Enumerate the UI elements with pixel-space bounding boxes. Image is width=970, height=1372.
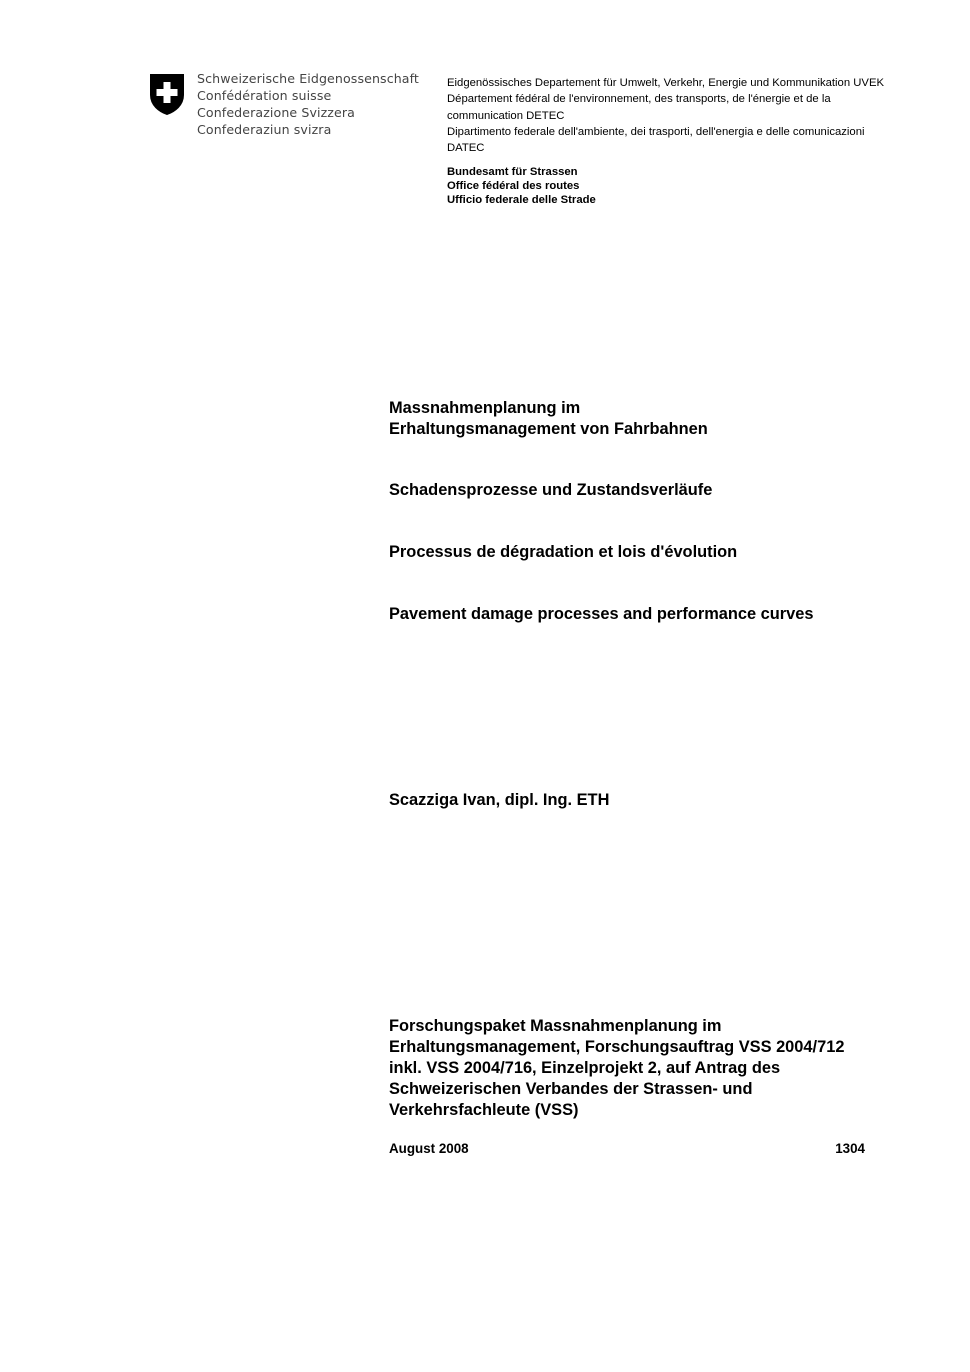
department-line: communication DETEC — [447, 109, 565, 122]
department-block — [447, 75, 947, 156]
logo-line-it: Confederazione Svizzera — [197, 105, 355, 120]
footer — [389, 1140, 865, 1158]
office-block — [447, 165, 596, 208]
subtitle-french — [389, 542, 929, 563]
logo-line-fr: Confédération suisse — [197, 88, 332, 103]
report-title — [389, 398, 929, 440]
logo-line-rm: Confederaziun svizra — [197, 122, 332, 137]
research-line: Forschungspaket Massnahmenplanung im — [389, 1017, 722, 1035]
office-line-fr: Office fédéral des routes — [447, 180, 580, 193]
research-line: Schweizerischen Verbandes der Strassen- und — [389, 1080, 753, 1098]
subtitle-english-text: Pavement damage processes and performance curves — [389, 605, 814, 623]
report-number: 1304 — [835, 1141, 865, 1156]
author-text: Scazziga Ivan, dipl. Ing. ETH — [389, 791, 610, 809]
federal-logo — [149, 70, 419, 142]
logo-line-de: Schweizerische Eidgenossenschaft — [197, 71, 419, 86]
report-title-line: Erhaltungsmanagement von Fahrbahnen — [389, 420, 708, 438]
department-line: Dipartimento federale dell'ambiente, dei trasporti, dell'energia e delle comunicazioni — [447, 125, 865, 138]
author — [389, 790, 929, 811]
department-line: DATEC — [447, 142, 485, 155]
publication-date: August 2008 — [389, 1141, 469, 1156]
office-line-de: Bundesamt für Strassen — [447, 166, 578, 178]
subtitle-french-text: Processus de dégradation et lois d'évolution — [389, 543, 738, 561]
confederation-names — [197, 70, 419, 138]
subtitle-german — [389, 480, 929, 501]
subtitle-english — [389, 604, 929, 625]
department-line: Département fédéral de l'environnement, des transports, de l'énergie et de la — [447, 93, 831, 106]
research-line: Erhaltungsmanagement, Forschungsauftrag VSS 2004/712 — [389, 1038, 845, 1056]
subtitle-german-text: Schadensprozesse und Zustandsverläufe — [389, 481, 713, 499]
department-line: Eidgenössisches Departement für Umwelt, Verkehr, Energie und Kommunikation UVEK — [447, 77, 885, 89]
report-title-line: Massnahmenplanung im — [389, 399, 581, 417]
research-line: Verkehrsfachleute (VSS) — [389, 1101, 579, 1119]
office-line-it: Ufficio federale delle Strade — [447, 194, 596, 207]
swiss-cross-shield-icon — [149, 73, 185, 115]
research-line: inkl. VSS 2004/716, Einzelprojekt 2, auf Antrag des — [389, 1059, 781, 1077]
research-package — [389, 1016, 929, 1121]
